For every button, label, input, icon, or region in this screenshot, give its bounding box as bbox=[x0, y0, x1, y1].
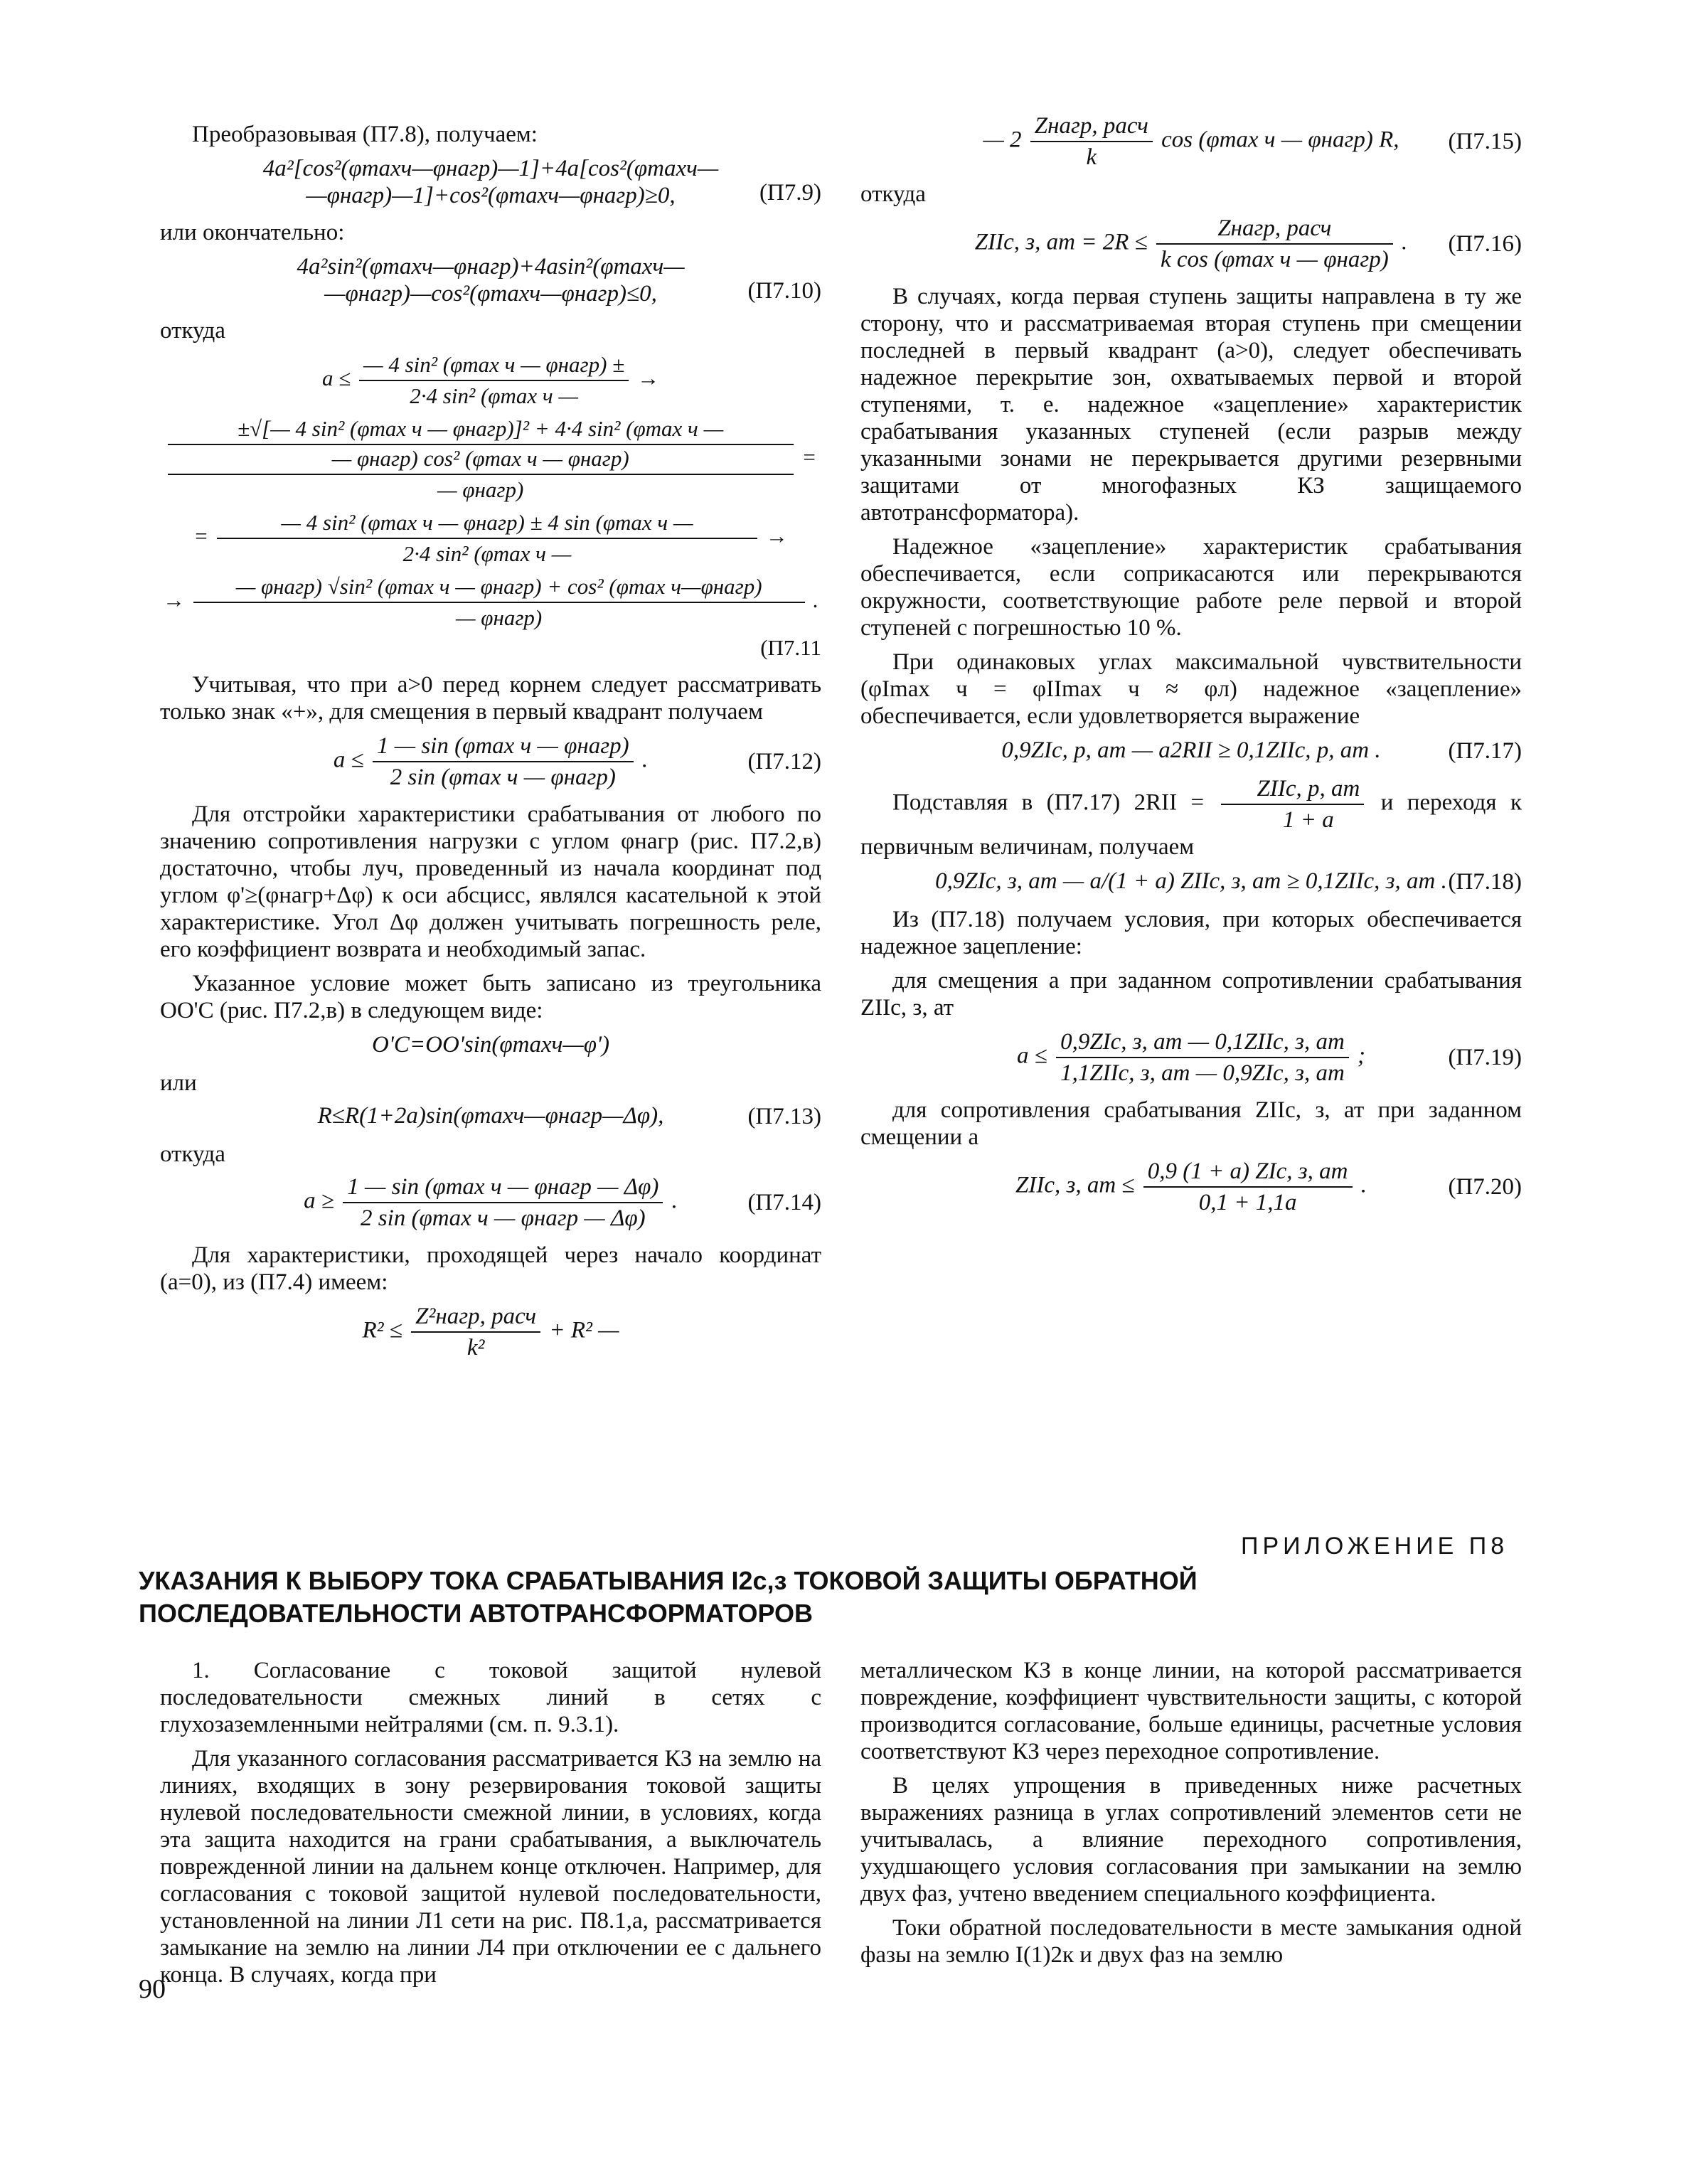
equation-number: (П7.12) bbox=[747, 749, 821, 774]
equation-number: (П7.18) bbox=[1448, 869, 1522, 895]
denominator: k bbox=[1086, 144, 1097, 170]
denominator: k cos (φmax ч — φнагр) bbox=[1161, 247, 1389, 272]
equation-p7-13 bbox=[160, 1102, 821, 1131]
numerator: 1 — sin (φmax ч — φнагр) bbox=[373, 733, 634, 762]
paragraph: Из (П7.18) получаем условия, при которых обеспечивается надежное зацепление: bbox=[860, 907, 1522, 959]
paragraph bbox=[860, 775, 1522, 861]
paragraph: Токи обратной последовательности в месте замыкания одной фазы на землю I(1)2к и двух фаз на землю bbox=[860, 1915, 1522, 1968]
paragraph: Для отстройки характеристики срабатывания от любого по значению сопротивления нагрузки с углом φнагр (рис. П7.2,в) достаточно, чтобы луч, проведенный из начала координат под углом φ'≥(φнагр+Δφ) к оси абсцисс, являлся касательной к этой характеристике. Угол Δφ должен учитывать погрешность реле, его коэффициент возврата и необходимый запас. bbox=[160, 801, 821, 962]
numerator: Zнагр, расч bbox=[1156, 215, 1393, 245]
text-part: и переходя к первичным величинам, получаем bbox=[860, 789, 1522, 860]
left-column bbox=[160, 121, 821, 1371]
denominator: 2 sin (φmax ч — φнагр — Δφ) bbox=[361, 1205, 646, 1231]
equation-p7-20: ZIIс, з, ат ≤ $\frac{\text{0,9 (1 + a) ZIс, з, ат}}{0,1 + 1,1a}$ . (П7.20) bbox=[1015, 1158, 1522, 1215]
paragraph: При одинаковых углах максимальной чувствительности (φImax ч = φIImax ч ≈ φл) надежное «зацепление» обеспечивается, если удовлетворяется выражение bbox=[860, 649, 1522, 729]
equation-p7-16: ZIIс, з, ат = 2R ≤ $\frac{\text{Zнагр, расч}}{\text{k cos (φmax ч — φнагр)}}$ . (П7.16) bbox=[974, 215, 1522, 272]
paragraph: или окончательно: bbox=[160, 220, 345, 245]
denominator: 2·4 sin² (φmax ч — bbox=[402, 541, 572, 566]
paragraph: В случаях, когда первая ступень защиты направлена в ту же сторону, что и рассматриваемая вторая ступень при смещении последней в первый квадрант (a>0), следует обеспечивать надежное перекрытие зон, охватываемых первой и второй ступенями, т. е. надежное «зацепление» характеристик срабатывания указанных ступеней (если разрыв между указанными зонами не перекрывается другими резервными защитами от многофазных КЗ защищаемого автотрансформатора). bbox=[860, 284, 1522, 526]
denominator: 1 + a bbox=[1283, 807, 1334, 833]
equation-part: ZIIс, з, ат ≤ bbox=[1015, 1172, 1135, 1198]
denominator: 1,1ZIIс, з, ат — 0,9ZIс, з, ат bbox=[1060, 1060, 1345, 1086]
denominator: k² bbox=[466, 1335, 485, 1360]
equation-r2: R² ≤ $\frac{\text{Z²нагр, расч}}{\text{k²}}$ + R² — bbox=[362, 1304, 619, 1360]
denominator: — φнагр) bbox=[437, 477, 524, 502]
numerator: ±√[— 4 sin² (φmax ч — φнагр)]² + 4·4 sin² (φmax ч — bbox=[168, 415, 794, 445]
equation-number: (П7.19) bbox=[1448, 1045, 1522, 1070]
paragraph: Учитывая, что при a>0 перед корнем следует рассматривать только знак «+», для смещения в первый квадрант получаем bbox=[160, 672, 821, 725]
paragraph: Для указанного согласования рассматривается КЗ на землю на линиях, входящих в зону резервирования токовой защиты нулевой последовательности смежной линии, в условиях, когда эта защита находится на грани срабатывания, а выключатель поврежденной линии на дальнем конце отключен. Например, для согласования с токовой защитой нулевой последовательности, установленной на линии Л1 сети на рис. П8.1,а, рассматривается замыкание на землю на линии Л4 при отключении ее с дальнего конца. В случаях, когда при bbox=[160, 1746, 821, 1988]
equation-p7-10 bbox=[160, 253, 821, 307]
equation-number: (П7.20) bbox=[1448, 1174, 1522, 1200]
equation-p7-18 bbox=[860, 868, 1522, 896]
numerator: Zнагр, расч bbox=[1030, 112, 1153, 142]
paragraph: металлическом КЗ в конце линии, на которой рассматривается повреждение, коэффициент чувствительности защиты, с которой производится согласование, больше единицы, расчетные условия соответствуют КЗ через переходное сопротивление. bbox=[860, 1658, 1522, 1764]
bottom-right-column bbox=[860, 1657, 1522, 1976]
equation-line: → $\frac{\text{— φнагр) √sin² (φmax ч — φнагр) + cos² (φmax ч—φнагр)}}{\text{— φнагр)}}$ . bbox=[162, 574, 819, 630]
equation-p7-19: a ≤ $\frac{\text{0,9ZIс, з, ат — 0,1ZIIс, з, ат}}{\text{1,1ZIIс, з, ат — 0,9ZIс, з, ат}}$ ; (П7.19) bbox=[1016, 1029, 1522, 1086]
equation-p7-12: a ≤ $\frac{\text{1 — sin (φmax ч — φнагр)}}{\text{2 sin (φmax ч — φнагр)}}$ . (П7.12) bbox=[333, 733, 821, 790]
paragraph: Преобразовывая (П7.8), получаем: bbox=[192, 122, 538, 147]
equation-number: (П7.13) bbox=[747, 1104, 821, 1129]
equation-number: (П7.14) bbox=[747, 1190, 821, 1215]
equation-oc: O'C=OO'sin(φmaxч—φ') bbox=[371, 1032, 609, 1058]
equation-number: (П7.17) bbox=[1448, 738, 1522, 764]
paragraph: для сопротивления срабатывания ZIIс, з, ат при заданном смещении a bbox=[860, 1097, 1522, 1150]
equation-number: (П7.16) bbox=[1448, 231, 1522, 257]
equation-number: (П7.11 bbox=[760, 635, 821, 660]
paragraph: Надежное «зацепление» характеристик срабатывания обеспечивается, если соприкасаются или перекрываются окружности, соответствующие работе реле первой и второй ступеней с погрешностью 10 %. bbox=[860, 534, 1522, 641]
equation-line: 4a²[cos²(φmaxч—φнагр)—1]+4a[cos²(φmaxч— bbox=[262, 156, 719, 181]
equation-line: ±√[— 4 sin² (φmax ч — φнагр)]² + 4·4 sin² (φmax ч — — φнагр) cos² (φmax ч — φнагр) — φнагр) = bbox=[160, 415, 821, 504]
numerator: — 4 sin² (φmax ч — φнагр) ± 4 sin (φmax ч — bbox=[217, 509, 757, 539]
paragraph: для смещения a при заданном сопротивлении срабатывания ZIIс, з, ат bbox=[860, 968, 1522, 1021]
denominator: — φнагр) bbox=[455, 605, 543, 630]
paragraph: откуда bbox=[860, 181, 926, 207]
equation-line: —φнагр)—cos²(φmaxч—φнагр)≤0, bbox=[324, 281, 657, 307]
appendix-heading: ПРИЛОЖЕНИЕ П8 bbox=[1241, 1533, 1509, 1560]
paragraph: откуда bbox=[160, 1141, 225, 1167]
equation-number: (П7.10) bbox=[747, 278, 821, 304]
numerator: 0,9 (1 + a) ZIс, з, ат bbox=[1143, 1158, 1353, 1188]
bottom-left-column bbox=[160, 1657, 821, 1996]
equation-line: 4a²sin²(φmaxч—φнагр)+4asin²(φmaxч— bbox=[297, 254, 685, 279]
numerator: ZIIс, р, ат bbox=[1221, 775, 1365, 805]
numerator: — φнагр) cos² (φmax ч — φнагр) bbox=[168, 445, 794, 475]
paragraph: откуда bbox=[160, 318, 225, 343]
paragraph: В целях упрощения в приведенных ниже расчетных выражениях разница в углах сопротивлений элементов сети не учитывалась, а влияние переходного сопротивления, ухудшающего условия согласования при замыкании на землю двух фаз, учтено введением специального коэффициента. bbox=[860, 1773, 1522, 1907]
right-column bbox=[860, 107, 1522, 1226]
equation-line: = $\frac{\text{— 4 sin² (φmax ч — φнагр) ± 4 sin (φmax ч —}}{\text{2·4 sin² (φmax ч —}}$ → bbox=[193, 510, 788, 566]
numerator: 0,9ZIс, з, ат — 0,1ZIIс, з, ат bbox=[1056, 1028, 1349, 1058]
denominator: 2·4 sin² (φmax ч — bbox=[410, 383, 578, 408]
equation-p7-11 bbox=[160, 351, 821, 661]
equation-p7-17 bbox=[860, 737, 1522, 765]
equation-line: 0,9ZIс, з, ат — a/(1 + a) ZIIс, з, ат ≥ 0,1ZIIс, з, ат . bbox=[935, 868, 1447, 894]
equation-line: a ≤ $\frac{\text{— 4 sin² (φmax ч — φнагр) ±}}{\text{2·4 sin² (φmax ч —}}$ → bbox=[322, 352, 659, 408]
equation-part: cos (φmax ч — φнагр) R, bbox=[1161, 127, 1399, 153]
equation-line: —φнагр)—1]+cos²(φmaxч—φнагр)≥0, bbox=[306, 183, 676, 208]
paragraph: Для характеристики, проходящей через начало координат (a=0), из (П7.4) имеем: bbox=[160, 1242, 821, 1295]
paragraph: или bbox=[160, 1070, 197, 1096]
equation-line: 0,9ZIс, р, ат — a2RII ≥ 0,1ZIIс, р, ат . bbox=[1001, 737, 1381, 763]
equation-part: ZIIс, з, ат = 2R ≤ bbox=[974, 229, 1148, 255]
paragraph: 1. Согласование с токовой защитой нулевой последовательности смежных линий в сетях с глухозаземленными нейтралями (см. п. 9.3.1). bbox=[160, 1658, 821, 1737]
denominator: 0,1 + 1,1a bbox=[1198, 1190, 1297, 1215]
numerator: — φнагр) √sin² (φmax ч — φнагр) + cos² (φmax ч—φнагр) bbox=[193, 573, 805, 603]
numerator: — 4 sin² (φmax ч — φнагр) ± bbox=[359, 351, 629, 381]
equation-p7-9 bbox=[160, 155, 821, 209]
numerator: Z²нагр, расч bbox=[411, 1303, 540, 1333]
equation-number: (П7.15) bbox=[1448, 129, 1522, 154]
equation-p7-14: a ≥ $\frac{\text{1 — sin (φmax ч — φнагр — Δφ)}}{\text{2 sin (φmax ч — φнагр — Δφ)}}$ . (П7.14) bbox=[304, 1174, 821, 1231]
denominator: 2 sin (φmax ч — φнагр) bbox=[390, 765, 616, 790]
numerator: 1 — sin (φmax ч — φнагр — Δφ) bbox=[343, 1173, 663, 1203]
equation-p7-15: — 2 $\frac{\text{Zнагр, расч}}{k}$ cos (φmax ч — φнагр) R, (П7.15) bbox=[983, 113, 1522, 170]
text-part: Подставляя в (П7.17) 2RII = bbox=[892, 789, 1205, 816]
equation-number: (П7.9) bbox=[759, 180, 821, 206]
paragraph: Указанное условие может быть записано из треугольника OO'C (рис. П7.2,в) в следующем виде: bbox=[160, 971, 821, 1023]
equation-line: R≤R(1+2a)sin(φmaxч—φнагр—Δφ), bbox=[317, 1103, 664, 1129]
page-number: 90 bbox=[139, 1974, 166, 2004]
section-title: УКАЗАНИЯ К ВЫБОРУ ТОКА СРАБАТЫВАНИЯ I2с,з ТОКОВОЙ ЗАЩИТЫ ОБРАТНОЙ ПОСЛЕДОВАТЕЛЬНОСТИ АВТОТРАНСФОРМАТОРОВ bbox=[139, 1566, 1198, 1628]
